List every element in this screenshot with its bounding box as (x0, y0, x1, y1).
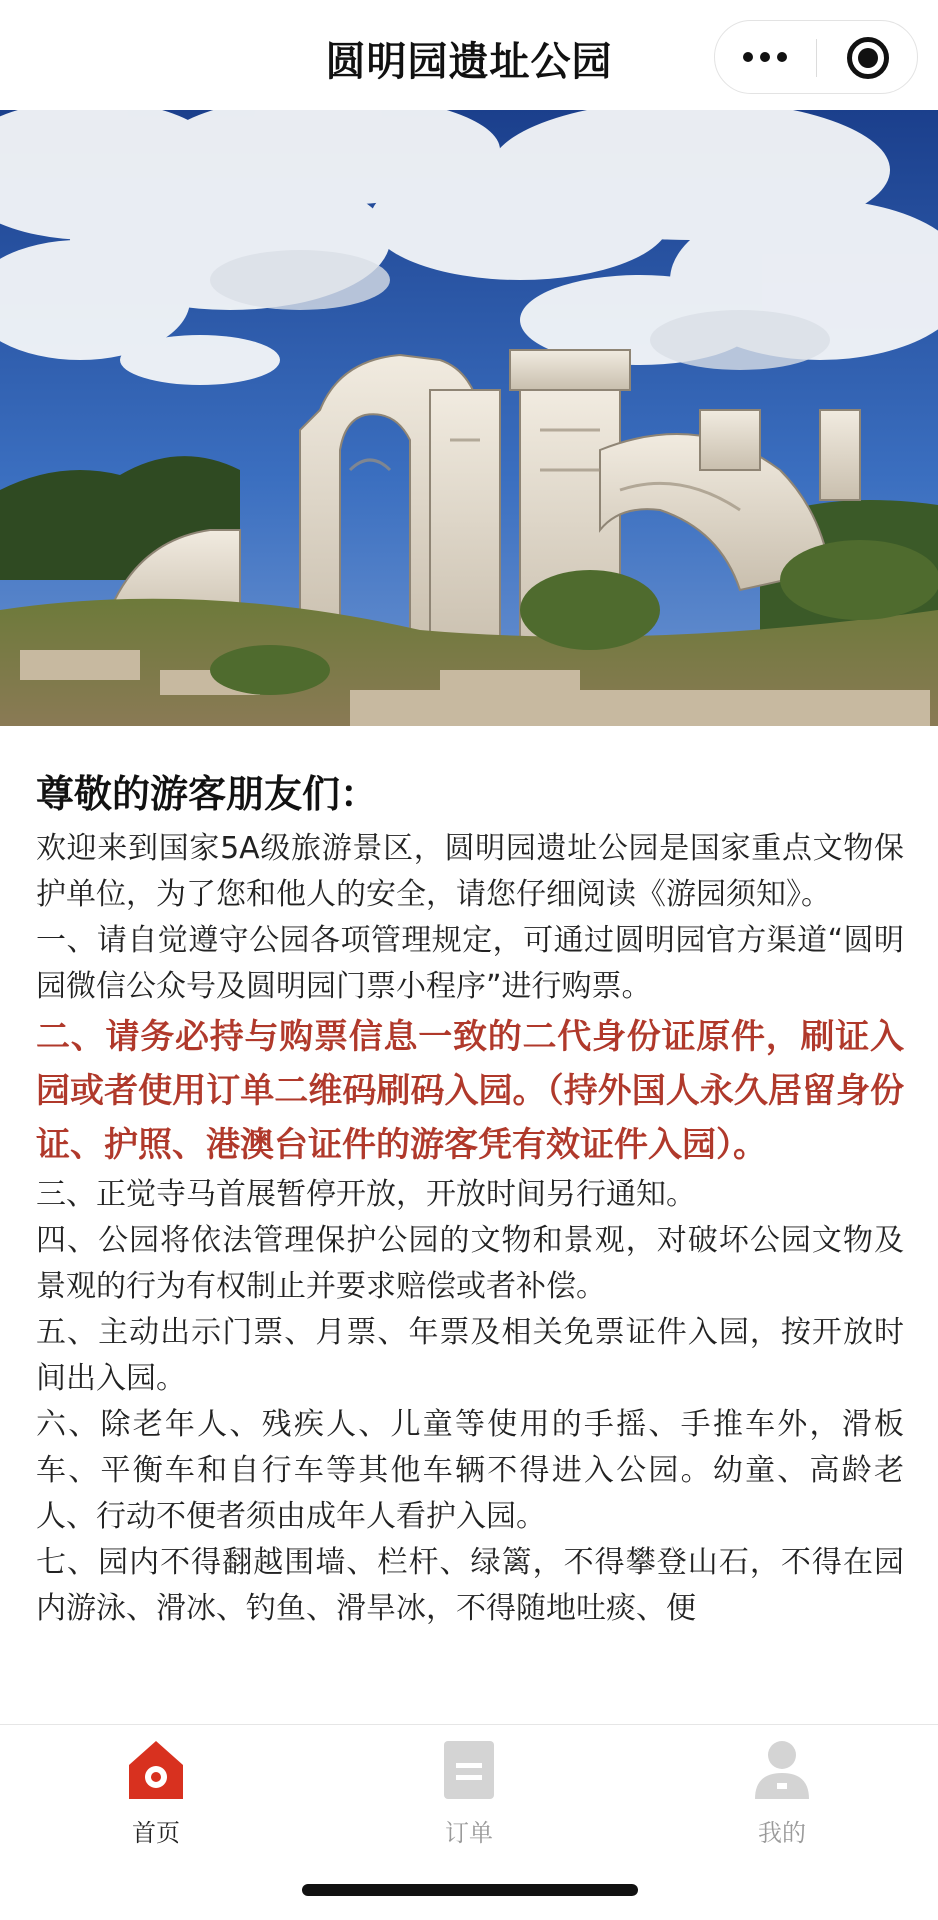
home-icon (127, 1739, 185, 1801)
greeting-heading: 尊敬的游客朋友们： (36, 772, 379, 816)
rule-item-highlight: 二、请务必持与购票信息一致的二代身份证原件，刷证入园或者使用订单二维码刷码入园。（持外国人永久居留身份证、护照、港澳台证件的游客凭有效证件入园）。 (36, 1017, 904, 1165)
rule-item: 六、除老年人、残疾人、儿童等使用的手摇、手推车外，滑板车、平衡车和自行车等其他车辆不得进入公园。幼童、高龄老人、行动不便者须由成年人看护入园。 (36, 1407, 904, 1534)
rule-item: 三、正觉寺马首展暂停开放，开放时间另行通知。 (36, 1177, 696, 1212)
nav-bar (0, 0, 938, 110)
rule-item: 五、主动出示门票、月票、年票及相关免票证件入园，按开放时间出入园。 (36, 1315, 904, 1396)
rule-item: 一、请自觉遵守公园各项管理规定，可通过圆明园官方渠道“圆明园微信公众号及圆明园门票小程序”进行购票。 (36, 923, 904, 1004)
tab-home-label: 首页 (132, 1819, 180, 1847)
tab-order[interactable] (369, 1725, 569, 1845)
rule-item: 七、园内不得翻越围墙、栏杆、绿篱，不得攀登山石，不得在园内游泳、滑冰、钓鱼、滑旱冰，不得随地吐痰、便 (36, 1545, 904, 1626)
page-title: 圆明园遗址公园 (325, 39, 613, 85)
notice-content (36, 766, 904, 1724)
order-icon (440, 1739, 498, 1801)
profile-icon (753, 1739, 811, 1801)
target-close-icon[interactable] (817, 21, 917, 93)
ruins-photo (0, 110, 938, 726)
tab-home[interactable] (56, 1725, 256, 1845)
tab-profile[interactable] (682, 1725, 882, 1845)
more-dots-icon[interactable] (715, 21, 816, 93)
tab-profile-label: 我的 (758, 1819, 806, 1847)
home-indicator (302, 1884, 638, 1896)
tab-order-label: 订单 (445, 1819, 493, 1847)
rule-item: 四、公园将依法管理保护公园的文物和景观，对破坏公园文物及景观的行为有权制止并要求赔偿或者补偿。 (36, 1223, 904, 1304)
intro-text: 欢迎来到国家5A级旅游景区，圆明园遗址公园是国家重点文物保护单位，为了您和他人的安全，请您仔细阅读《游园须知》。 (36, 831, 904, 912)
capsule-menu (714, 20, 918, 94)
